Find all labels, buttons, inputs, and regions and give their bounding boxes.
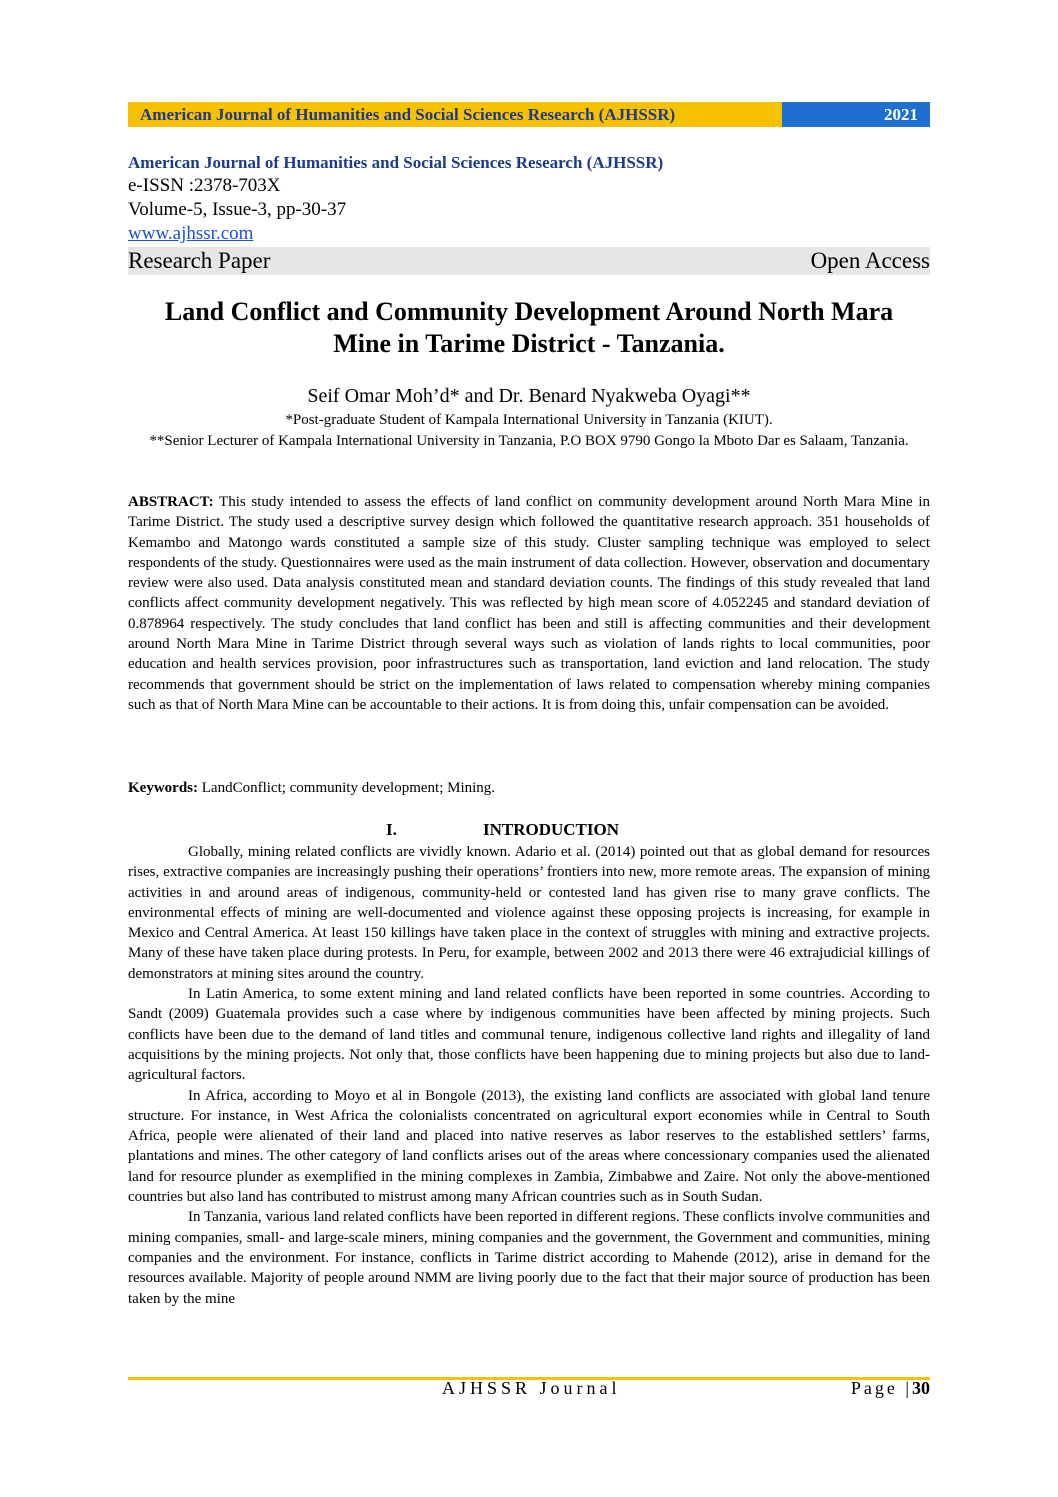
header-journal-title: American Journal of Humanities and Social Sciences Research (AJHSSR) — [128, 102, 782, 127]
running-header — [128, 102, 930, 127]
journal-info — [128, 152, 930, 275]
section-number: I. — [386, 820, 397, 839]
keywords-text: LandConflict; community development; Mining. — [198, 780, 496, 796]
section-title: INTRODUCTION — [483, 820, 620, 839]
page-number: 30 — [912, 1378, 930, 1398]
journal-volume: Volume-5, Issue-3, pp-30-37 — [128, 199, 347, 220]
keywords — [128, 778, 930, 798]
header-year: 2021 — [782, 102, 930, 127]
affiliation-1: *Post-graduate Student of Kampala International University in Tanzania (KIUT). — [285, 412, 773, 428]
title-line-1: Land Conflict and Community Development Around North Mara — [164, 297, 894, 326]
authors: Seif Omar Moh’d* and Dr. Benard Nyakweba Oyagi** — [307, 385, 751, 407]
access-type: Open Access — [810, 248, 930, 273]
paper-title — [128, 296, 930, 360]
paper-type: Research Paper — [128, 248, 271, 273]
paragraph: Globally, mining related conflicts are vividly known. Adario et al. (2014) pointed out that as global demand for resources rises, extractive companies are increasingly pushing their operations’ frontiers into new, more remote areas. The expansion of mining activities in and around areas of indigenous, community-held or contested land has given rise to many grave conflicts. The environmental effects of mining are well-documented and violence against these opposing projects is increasing, for example in Mexico and Central America. At least 150 killings have taken place in the context of struggles with mining and extractive projects. Many of these have taken place during protests. In Peru, for example, between 2002 and 2013 there were 46 extrajudicial killings of demonstrators at mining sites around the country. — [128, 844, 930, 982]
abstract-text: This study intended to assess the effects of land conflict on community development around North Mara Mine in Tarime District. The study used a descriptive survey design which followed the quantitative research approach. 351 households of Kemambo and Matongo wards constituted a sample size of this study. Cluster sampling technique was employed to select respondents of the study. Questionnaires were used as the main instrument of data collection. However, observation and documentary review were also used. Data analysis constituted mean and standard deviation counts. The findings of this study revealed that land conflicts affect community development negatively. This was reflected by high mean score of 4.052245 and standard deviation of 0.878964 respectively. The study concludes that land conflict has been and still is affecting communities and their development around North Mara Mine in Tarime District through several ways such as violation of lands rights to local communities, poor education and health services provision, poor infrastructures such as transportation, land eviction and land relocation. The study recommends that government should be strict on the implementation of laws related to compensation whereby mining companies such as that of North Mara Mine can be accountable to their actions. It is from doing this, unfair compensation can be avoided. — [128, 494, 930, 713]
paragraph: In Tanzania, various land related conflicts have been reported in different regions. These conflicts involve communities and mining companies, small- and large-scale miners, mining companies and the government, the Government and communities, mining companies and the environment. For instance, conflicts in Tarime district according to Mahende (2012), arise in demand for the resources available. Majority of people around NMM are living poorly due to the fact that their major source of production has been taken by the mine — [128, 1209, 930, 1307]
paper-type-bar — [128, 247, 930, 275]
abstract-label: ABSTRACT: — [128, 494, 214, 510]
page-label: Page | — [850, 1378, 912, 1398]
title-line-2: Mine in Tarime District - Tanzania. — [333, 329, 725, 358]
keywords-label: Keywords: — [128, 780, 198, 796]
footer-journal: AJHSSR Journal — [442, 1378, 621, 1398]
abstract — [128, 492, 930, 715]
paragraph: In Latin America, to some extent mining and land related conflicts have been reported in some countries. According to Sandt (2009) Guatemala provides such a case where by indigenous communities have been affected by mining projects. Such conflicts have been due to the demand of land titles and communal tenure, indigenous collective land rights and illegality of land acquisitions by the mining projects. Not only that, those conflicts have been happening due to mining projects but also due to land-agricultural factors. — [128, 986, 930, 1084]
footer-page — [851, 1376, 930, 1400]
journal-website-link[interactable]: www.ajhssr.com — [128, 223, 254, 244]
journal-issn: e-ISSN :2378-703X — [128, 175, 281, 196]
body-text — [128, 842, 930, 1309]
paragraph: In Africa, according to Moyo et al in Bongole (2013), the existing land conflicts are associated with global land tenure structure. For instance, in West Africa the colonialists concentrated on agricultural export economies while in Central to South Africa, people were alienated of their land and placed into native reserves as labor reserves to the established settlers’ farms, plantations and mines. The other category of land conflicts arises out of the areas where concessionary companies used the alienated land for resource plunder as exemplified in the mining complexes in Zambia, Zimbabwe and Zaire. Not only the above-mentioned countries but also land has contributed to mistrust among many African countries such as in South Sudan. — [128, 1087, 930, 1206]
journal-name: American Journal of Humanities and Social Sciences Research (AJHSSR) — [128, 153, 664, 172]
affiliation-2: **Senior Lecturer of Kampala International University in Tanzania, P.O BOX 9790 Gongo la Mboto Dar es Salaam, Tanzania. — [149, 433, 909, 449]
